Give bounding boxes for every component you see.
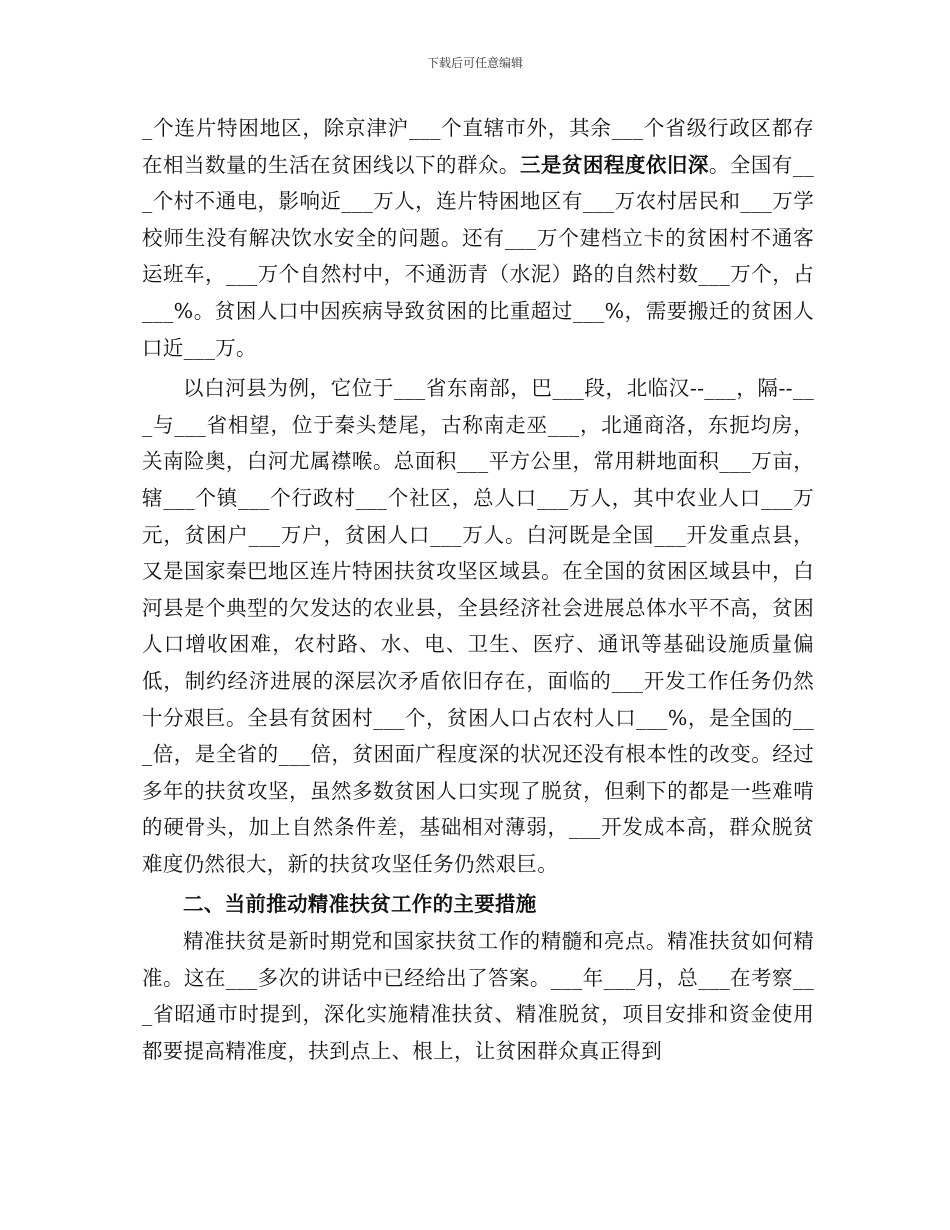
paragraph-1-text-b: 。全国有___个村不通电，影响近___万人，连片特困地区有___万农村居民和___万学校师生没有解决饮水安全的问题。还有___万个建档立卡的贫困村不通客运班车，___万个自然村中，不通沥青（水泥）路的自然村数___万个，占___%。贫困人口中因疾病导致贫困的比重超过___%，需要搬迁的贫困人口近___万。 (142, 152, 814, 360)
paragraph-1 (142, 110, 814, 366)
section-heading-2: 二、当前推动精准扶贫工作的主要措施 (183, 892, 537, 917)
paragraph-2: 以白河县为例，它位于___省东南部，巴___段，北临汉--___，隔--___与___省相望，位于秦头楚尾，古称南走巫___，北通商洛，东扼均房，关南险奥，白河尤属襟喉。总面积___平方公里，常用耕地面积___万亩，辖___个镇___个行政村___个社区，总人口___万人，其中农业人口___万元，贫困户___万户，贫困人口___万人。白河既是全国___开发重点县，又是国家秦巴地区连片特困扶贫攻坚区域县。在全国的贫困区域县中，白河县是个典型的欠发达的农业县，全县经济社会进展总体水平不高，贫困人口增收困难，农村路、水、电、卫生、医疗、通讯等基础设施质量偏低，制约经济进展的深层次矛盾依旧存在，面临的___开发工作任务仍然十分艰巨。全县有贫困村___个，贫困人口占农村人口___%，是全国的___倍，是全省的___倍，贫困面广程度深的状况还没有根本性的改变。经过多年的扶贫攻坚，虽然多数贫困人口实现了脱贫，但剩下的都是一些难啃的硬骨头，加上自然条件差，基础相对薄弱，___开发成本高，群众脱贫难度仍然很大，新的扶贫攻坚任务仍然艰巨。 (142, 376, 814, 876)
paragraph-1-emphasis: 三是贫困程度依旧深 (519, 152, 709, 177)
document-body (142, 110, 814, 1069)
paragraph-1-text-a: _个连片特困地区，除京津沪___个直辖市外，其余___个省级行政区都存在相当数量的生活在贫困线以下的群众。 (142, 116, 814, 177)
paragraph-3: 精准扶贫是新时期党和国家扶贫工作的精髓和亮点。精准扶贫如何精准。这在___多次的讲话中已经给出了答案。___年___月，总___在考察___省昭通市时提到，深化实施精准扶贫、精准脱贫，项目安排和资金使用都要提高精准度，扶到点上、根上，让贫困群众真正得到 (142, 929, 814, 1063)
page-header-note: 下载后可任意编辑 (426, 56, 523, 70)
